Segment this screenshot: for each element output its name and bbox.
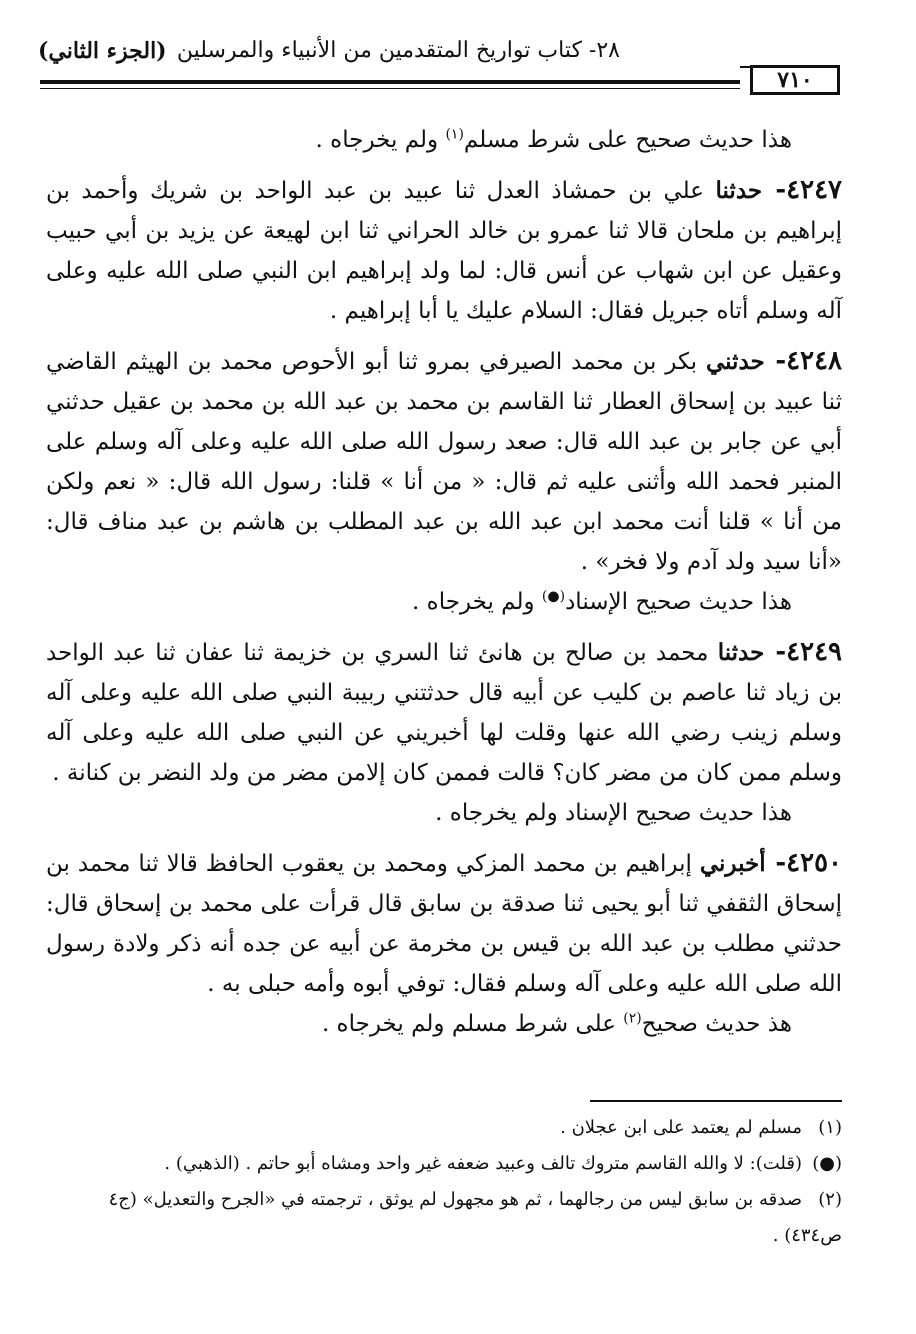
page-number: ٧١٠ <box>750 65 840 95</box>
footnote <box>46 1146 842 1182</box>
verdict-text-end: ولم يخرجاه . <box>315 127 446 153</box>
footnote-text: مسلم لم يعتمد على ابن عجلان . <box>560 1117 802 1138</box>
verdict-text: هذا حديث صحيح على شرط مسلم <box>463 127 792 153</box>
footnote-ref: (٢) <box>623 1010 642 1027</box>
hadith-text: علي بن حمشاذ العدل ثنا عبيد بن عبد الواحد بن شريك وأحمد بن إبراهيم بن ملحان قالا ثنا عمرو بن خالد الحراني ثنا ابن لهيعة عن يزيد بن أبي حبيب وعقيل عن ابن شهاب عن أنس قال: لما ولد إبراهيم ابن النبي صلى الله عليه وعلى آله وسلم أتاه جبريل فقال: السلام عليك يا أبا إبراهيم . <box>46 178 842 324</box>
verdict-text-end: على شرط مسلم ولم يخرجاه . <box>321 1011 624 1037</box>
hadith-4249 <box>46 632 842 793</box>
verdict-text-end: ولم يخرجاه . <box>412 589 542 615</box>
footnote-separator <box>590 1100 842 1102</box>
running-header-title: ٢٨- كتاب تواريخ المتقدمين من الأنبياء والمرسلين <box>176 38 620 63</box>
hadith-lead-word: حدثنا <box>715 177 763 204</box>
footnotes <box>46 1110 842 1254</box>
header-rule-thin <box>40 88 740 89</box>
header-rule-thick <box>40 80 740 84</box>
hadith-4250 <box>46 843 842 1004</box>
hadith-text: إبراهيم بن محمد المزكي ومحمد بن يعقوب الحافظ قالا ثنا محمد بن إسحاق الثقفي ثنا أبو يحيى ثنا صدقة بن سابق قال قرأت على محمد بن إسحاق قال: حدثني مطلب بن عبد الله بن قيس بن مخرمة عن أبيه عن جده أنه ذكر ولادة رسول الله صلى الله عليه وعلى آله وسلم فقال: توفي أبوه وأمه حبلى به . <box>46 851 842 997</box>
hadith-4247 <box>46 170 842 331</box>
verdict-text: هذ حديث صحيح <box>641 1011 792 1037</box>
verdict-paragraph <box>46 793 842 833</box>
footnote-text: صدقه بن سابق ليس من رجالهما ، ثم هو مجهول لم يوثق ، ترجمته في «الجرح والتعديل» (ج٤ ص٤٣٤) . <box>108 1189 842 1246</box>
hadith-text: بكر بن محمد الصيرفي بمرو ثنا أبو الأحوص محمد بن الهيثم القاضي ثنا عبيد بن إسحاق العطار ثنا القاسم بن محمد بن عبد الله بن محمد بن عقيل حدثني أبي عن جابر بن عبد الله قال: صعد رسول الله صلى الله عليه وعلى آله وسلم على المنبر فحمد الله وأثنى عليه ثم قال: « من أنا » قلنا: رسول الله قال: « نعم ولكن من أنا » قلنا أنت محمد ابن عبد الله بن عبد المطلب بن هاشم بن عبد مناف قال: «أنا سيد ولد آدم ولا فخر» . <box>46 349 842 575</box>
verdict-text: هذا حديث صحيح الإسناد <box>565 589 792 615</box>
main-text <box>46 120 842 1044</box>
hadith-lead-word: حدثنا <box>717 639 765 666</box>
hadith-number: ٤٢٤٧- <box>762 175 842 205</box>
hadith-lead-word: حدثني <box>705 348 765 375</box>
hadith-lead-word: أخبرني <box>699 850 766 877</box>
footnote <box>46 1182 842 1254</box>
hadith-number: ٤٢٥٠- <box>765 848 842 878</box>
footnote-mark: (٢) <box>818 1189 842 1210</box>
footnote <box>46 1110 842 1146</box>
verdict-paragraph <box>46 1004 842 1044</box>
footnote-mark: (١) <box>818 1117 842 1138</box>
footnote-mark: (●) <box>812 1153 842 1174</box>
footnote-ref: (●) <box>541 588 566 605</box>
footnote-text: (قلت): لا والله القاسم متروك تالف وعبيد ضعفه غير واحد ومشاه أبو حاتم . (الذهبي) . <box>164 1153 802 1174</box>
hadith-text: محمد بن صالح بن هانئ ثنا السري بن خزيمة ثنا عفان ثنا عبد الواحد بن زياد ثنا عاصم بن كليب عن أبيه قال حدثتني ربيبة النبي صلى الله عليه وعلى آله وسلم زينب رضي الله عنها وقلت لها أخبريني عن النبي صلى الله عليه وعلى آله وسلم ممن كان من مضر كان؟ قالت فممن كان إلامن مضر من ولد النضر بن كنانة . <box>46 640 842 786</box>
hadith-4248 <box>46 341 842 582</box>
hadith-number: ٤٢٤٨- <box>764 346 842 376</box>
verdict-paragraph <box>46 582 842 622</box>
hadith-number: ٤٢٤٩- <box>764 637 842 667</box>
footnote-ref: (١) <box>445 126 464 143</box>
running-header-volume: (الجزء الثاني) <box>38 38 167 64</box>
verdict-text: هذا حديث صحيح الإسناد ولم يخرجاه . <box>435 800 792 826</box>
verdict-paragraph <box>46 120 842 160</box>
